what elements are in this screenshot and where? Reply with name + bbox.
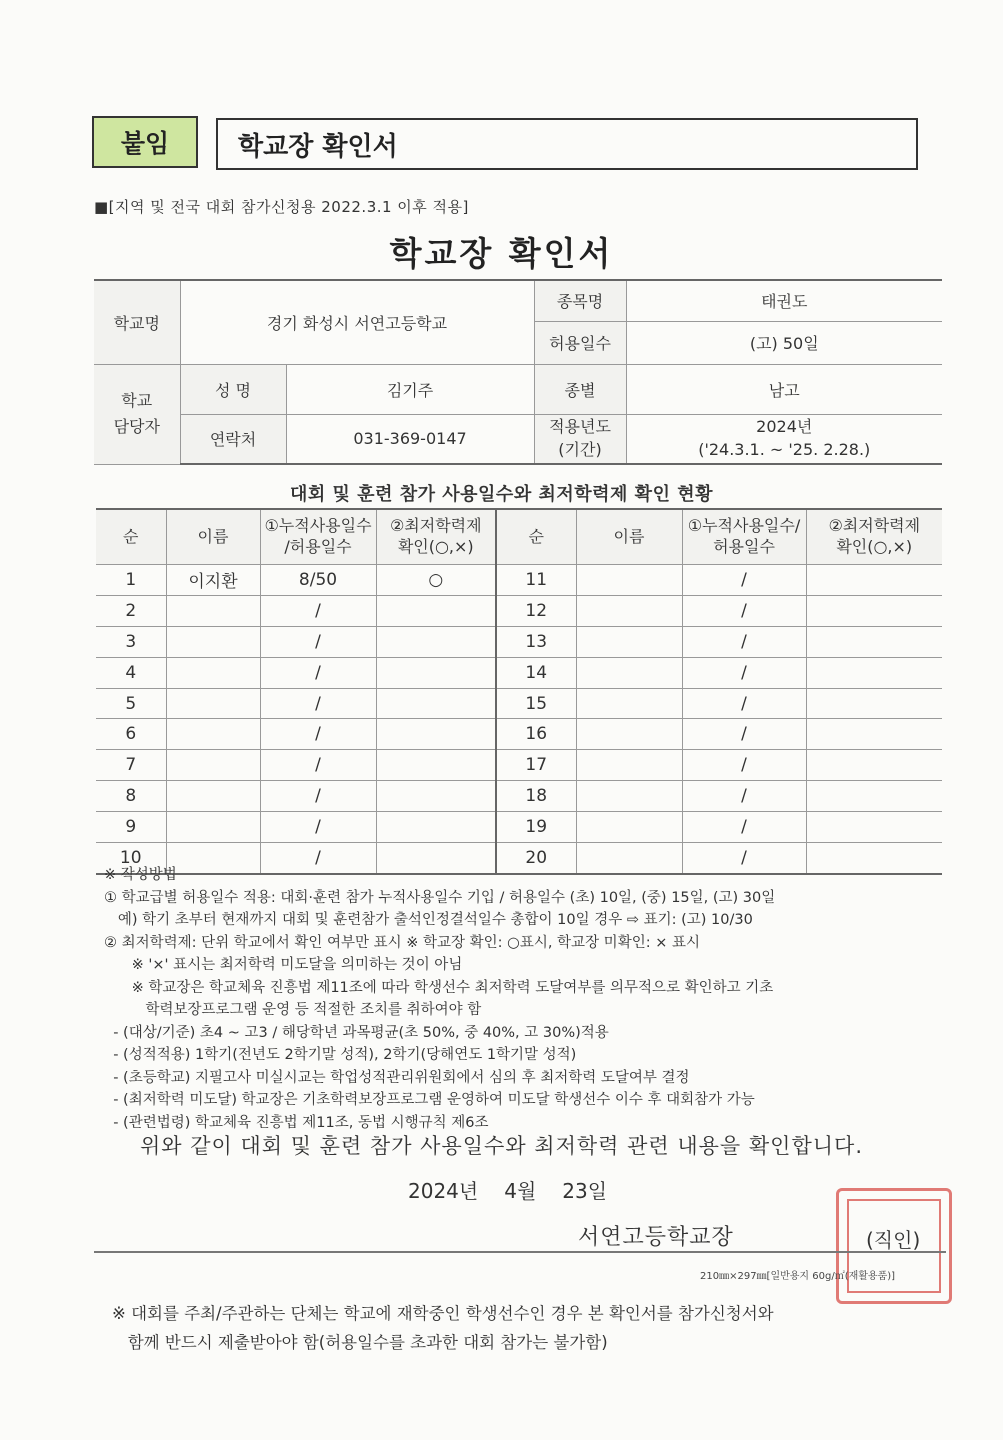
footer-note <box>112 1299 774 1357</box>
used-days-2: / <box>682 595 806 626</box>
row-number-2: 17 <box>496 750 576 781</box>
academic-check-2 <box>806 688 942 719</box>
instruction-line: - (관련법령) 학교체육 진흥법 제11조, 동법 시행규칙 제6조 <box>104 1114 489 1131</box>
used-days: / <box>260 843 376 874</box>
used-days: / <box>260 595 376 626</box>
academic-check <box>376 750 496 781</box>
row-number: 6 <box>96 719 166 750</box>
used-days: / <box>260 750 376 781</box>
contact-label: 연락처 <box>180 414 286 464</box>
instruction-line: - (대상/기준) 초4 ~ 고3 / 해당학년 과목평균(초 50%, 중 40%, 고 30%)적용 <box>104 1024 609 1041</box>
student-name-2 <box>576 595 682 626</box>
student-name-2 <box>576 781 682 812</box>
allowed-days-value: (고) 50일 <box>626 321 942 364</box>
header-name-2: 이름 <box>576 509 682 565</box>
student-name <box>166 750 260 781</box>
student-name <box>166 657 260 688</box>
attachment-label: 붙임 <box>92 116 198 168</box>
allowed-days-label: 허용일수 <box>534 321 626 364</box>
instruction-line: - (초등학교) 지필고사 미실시교는 학업성적관리위원회에서 심의 후 최저학력 도달여부 결정 <box>104 1069 690 1086</box>
used-days: / <box>260 812 376 843</box>
student-name <box>166 781 260 812</box>
confirmation-statement: 위와 같이 대회 및 훈련 참가 사용일수와 최저학력 관련 내용을 확인합니다. <box>139 1134 863 1158</box>
divider <box>94 1251 946 1253</box>
academic-check-2 <box>806 657 942 688</box>
academic-check <box>376 781 496 812</box>
header-days-2: ①누적사용일수/ 허용일수 <box>682 509 806 565</box>
row-number: 2 <box>96 595 166 626</box>
instruction-line: ※ 작성방법 <box>104 867 177 883</box>
row-number-2: 19 <box>496 812 576 843</box>
academic-check: ○ <box>376 565 496 596</box>
table-row <box>96 719 942 750</box>
academic-check <box>376 626 496 657</box>
seal-mark: (직인) <box>866 1228 921 1252</box>
instructions <box>104 864 944 1134</box>
student-name-2 <box>576 565 682 596</box>
school-value: 경기 화성시 서연고등학교 <box>180 280 534 364</box>
sport-label: 종목명 <box>534 280 626 321</box>
header-days: ①누적사용일수 /허용일수 <box>260 509 376 565</box>
row-number: 1 <box>96 565 166 596</box>
applicability-note: ■[지역 및 전국 대회 참가신청용 2022.3.1 이후 적용] <box>94 198 469 216</box>
manager-name-value: 김기주 <box>286 364 534 414</box>
header-check: ②최저학력제 확인(○,×) <box>376 509 496 565</box>
row-number: 4 <box>96 657 166 688</box>
student-name-2 <box>576 750 682 781</box>
academic-check-2 <box>806 626 942 657</box>
instruction-line: ※ '×' 표시는 최저학력 미도달을 의미하는 것이 아님 <box>104 957 463 973</box>
date-month: 4월 <box>504 1179 537 1203</box>
instruction-line: - (최저학력 미도달) 학교장은 기초학력보장프로그램 운영하여 미도달 학생선수 이수 후 대회참가 가능 <box>104 1092 755 1108</box>
year-cell <box>626 414 942 464</box>
table-row <box>96 781 942 812</box>
instruction-line: 예) 학기 초부터 현재까지 대회 및 훈련참가 출석인정결석일수 총합이 10일 경우 ⇨ 표기: (고) 10/30 <box>104 912 753 928</box>
academic-check-2 <box>806 565 942 596</box>
header-check-2: ②최저학력제 확인(○,×) <box>806 509 942 565</box>
row-number-2: 13 <box>496 626 576 657</box>
manager-label: 학교 담당자 <box>94 364 180 464</box>
category-value: 남고 <box>626 364 942 414</box>
instruction-line: ① 학교급별 허용일수 적용: 대회·훈련 참가 누적사용일수 기입 / 허용일수 (초) 10일, (중) 15일, (고) 30일 <box>104 889 776 906</box>
contact-value: 031-369-0147 <box>286 414 534 464</box>
used-days-2: / <box>682 781 806 812</box>
used-days-2: / <box>682 750 806 781</box>
used-days-2: / <box>682 843 806 874</box>
header-name: 이름 <box>166 509 260 565</box>
table-row <box>96 657 942 688</box>
used-days-2: / <box>682 565 806 596</box>
row-number-2: 20 <box>496 843 576 874</box>
principal-title: 서연고등학교장 <box>578 1225 734 1250</box>
used-days-2: / <box>682 719 806 750</box>
row-number-2: 11 <box>496 565 576 596</box>
academic-check-2 <box>806 781 942 812</box>
row-number: 3 <box>96 626 166 657</box>
used-days-2: / <box>682 812 806 843</box>
academic-check <box>376 812 496 843</box>
year-label: 적용년도 (기간) <box>534 414 626 464</box>
student-name <box>166 688 260 719</box>
table-row <box>96 812 942 843</box>
academic-check-2 <box>806 595 942 626</box>
sport-value: 태권도 <box>626 280 942 321</box>
school-label: 학교명 <box>94 280 180 364</box>
footer-line: 함께 반드시 제출받아야 함(허용일수를 초과한 대회 참가는 불가함) <box>112 1333 608 1352</box>
instruction-line: 학력보장프로그램 운영 등 적절한 조치를 취하여야 함 <box>104 1002 482 1018</box>
info-table <box>94 279 942 465</box>
table-row <box>96 750 942 781</box>
table-row <box>96 688 942 719</box>
issue-date <box>408 1175 633 1204</box>
academic-check <box>376 688 496 719</box>
header-no: 순 <box>96 509 166 565</box>
date-day: 23일 <box>562 1179 608 1203</box>
student-name-2 <box>576 688 682 719</box>
table-row <box>96 595 942 626</box>
student-name-2 <box>576 812 682 843</box>
row-number-2: 18 <box>496 781 576 812</box>
instruction-line: - (성적적용) 1학기(전년도 2학기말 성적), 2학기(당해연도 1학기말 성적) <box>104 1047 577 1063</box>
used-days: / <box>260 688 376 719</box>
student-name-2 <box>576 626 682 657</box>
row-number-2: 12 <box>496 595 576 626</box>
page-title: 학교장 확인서 <box>389 234 614 273</box>
row-number-2: 14 <box>496 657 576 688</box>
academic-check <box>376 595 496 626</box>
table-row <box>96 565 942 596</box>
academic-check-2 <box>806 812 942 843</box>
category-label: 종별 <box>534 364 626 414</box>
row-number: 9 <box>96 812 166 843</box>
row-number: 10 <box>96 843 166 874</box>
instruction-line: ② 최저학력제: 단위 학교에서 확인 여부만 표시 ※ 학교장 확인: ○표시, 학교장 미확인: × 표시 <box>104 934 700 951</box>
used-days: / <box>260 781 376 812</box>
year-period: ('24.3.1. ~ '25. 2.28.) <box>698 439 871 459</box>
used-days-2: / <box>682 657 806 688</box>
used-days: / <box>260 626 376 657</box>
section-title: 대회 및 훈련 참가 사용일수와 최저학력제 확인 현황 <box>289 484 713 505</box>
row-number: 8 <box>96 781 166 812</box>
used-days: / <box>260 719 376 750</box>
student-name <box>166 626 260 657</box>
year-value: 2024년 <box>756 417 813 437</box>
student-name-2 <box>576 657 682 688</box>
row-number: 7 <box>96 750 166 781</box>
usage-table <box>96 508 942 875</box>
student-name <box>166 812 260 843</box>
row-number: 5 <box>96 688 166 719</box>
student-name: 이지환 <box>166 565 260 596</box>
table-row <box>96 626 942 657</box>
academic-check <box>376 719 496 750</box>
row-number-2: 15 <box>496 688 576 719</box>
student-name <box>166 719 260 750</box>
academic-check <box>376 657 496 688</box>
student-name-2 <box>576 719 682 750</box>
used-days-2: / <box>682 688 806 719</box>
academic-check-2 <box>806 719 942 750</box>
name-label: 성 명 <box>180 364 286 414</box>
academic-check-2 <box>806 750 942 781</box>
student-name <box>166 595 260 626</box>
footer-line: ※ 대회를 주최/주관하는 단체는 학교에 재학중인 학생선수인 경우 본 확인서를 참가신청서와 <box>112 1304 774 1323</box>
instruction-line: ※ 학교장은 학교체육 진흥법 제11조에 따라 학생선수 최저학력 도달여부를 의무적으로 확인하고 기초 <box>104 979 774 996</box>
used-days: 8/50 <box>260 565 376 596</box>
row-number-2: 16 <box>496 719 576 750</box>
document-title-box: 학교장 확인서 <box>216 118 918 170</box>
date-year: 2024년 <box>408 1179 479 1203</box>
used-days: / <box>260 657 376 688</box>
paper-spec: 210㎜×297㎜[일반용지 60g/㎡(재활용품)] <box>700 1271 896 1282</box>
header-no-2: 순 <box>496 509 576 565</box>
used-days-2: / <box>682 626 806 657</box>
